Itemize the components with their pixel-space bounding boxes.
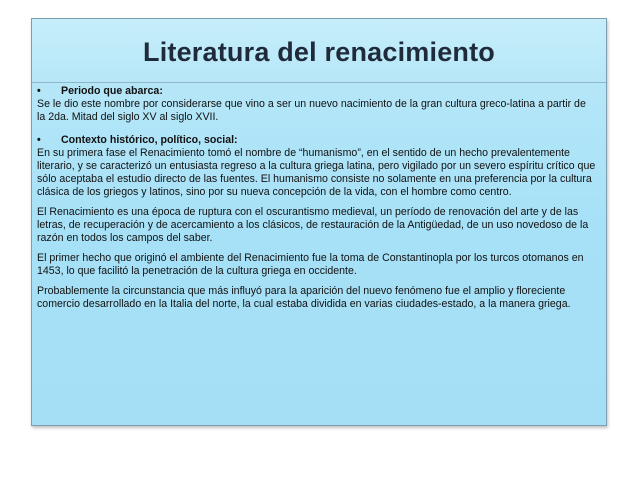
section-heading-label: Contexto histórico, político, social: [61, 134, 238, 146]
paragraph-periodo: Se le dio este nombre por considerarse que vino a ser un nuevo nacimiento de la gran cultura greco-latina a partir de la 2da. Mitad del siglo XV al siglo XVII. [37, 98, 586, 123]
slide-panel [31, 18, 607, 426]
paragraph-humanismo: En su primera fase el Renacimiento tomó el nombre de “humanismo”, en el sentido de un hecho prevalentemente literario, y se caracterizó un entusiasta regreso a la cultura griega latina, pero vigilado por un severo espíritu crítico que sólo aceptaba el estudio directo de las fuentes. El humanismo consiste no solamente en una preferencia por la cultura clásica de los griegos y latinos, sino por su nueva concepción de la vida, con el hombre como centro. [37, 147, 596, 198]
bullet-icon: • [37, 85, 41, 97]
paragraph-constantinopla: El primer hecho que originó el ambiente del Renacimiento fue la toma de Constantinopla por los turcos otomanos en 1453, lo que facilitó la penetración de la cultura griega en occidente. [37, 252, 584, 277]
paragraph-ruptura: El Renacimiento es una época de ruptura con el oscurantismo medieval, un período de renovación del arte y de las letras, de recuperación y de acercamiento a los clásicos, de restauración de la Antigüedad, de un uso novedoso de la razón en todos los campos del saber. [37, 206, 589, 244]
section-heading-contexto [37, 134, 597, 147]
section-heading-periodo [37, 85, 597, 98]
bullet-icon: • [37, 134, 41, 146]
section-heading-label: Periodo que abarca: [61, 85, 163, 97]
slide-content [37, 85, 597, 311]
paragraph-comercio: Probablemente la circunstancia que más influyó para la aparición del nuevo fenómeno fue el amplio y floreciente comercio desarrollado en la Italia del norte, la cual estaba dividida en varias ciudades-estado, a la manera griega. [37, 285, 571, 310]
title-divider [32, 82, 606, 83]
slide-title: Literatura del renacimiento [143, 37, 495, 67]
